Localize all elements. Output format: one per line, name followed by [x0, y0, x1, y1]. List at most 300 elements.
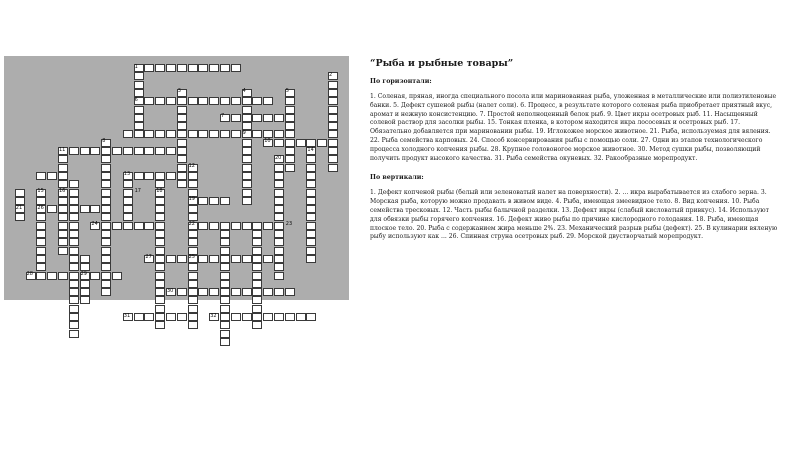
grid-cell[interactable] — [274, 255, 284, 263]
grid-cell[interactable] — [69, 247, 79, 255]
grid-cell[interactable] — [306, 180, 316, 188]
grid-cell[interactable] — [274, 197, 284, 205]
grid-cell[interactable] — [285, 106, 295, 114]
grid-cell[interactable] — [188, 130, 198, 138]
grid-cell[interactable] — [328, 130, 338, 138]
grid-cell[interactable] — [263, 255, 273, 263]
grid-cell[interactable] — [242, 197, 252, 205]
grid-cell[interactable] — [134, 106, 144, 114]
grid-cell[interactable] — [242, 106, 252, 114]
grid-cell[interactable] — [123, 147, 133, 155]
grid-cell[interactable] — [252, 296, 262, 304]
grid-cell[interactable] — [177, 180, 187, 188]
grid-cell[interactable] — [80, 280, 90, 288]
grid-cell[interactable] — [58, 205, 68, 213]
grid-cell[interactable] — [328, 97, 338, 105]
grid-cell[interactable] — [274, 222, 284, 230]
grid-cell[interactable] — [231, 114, 241, 122]
grid-cell[interactable] — [209, 64, 219, 72]
grid-cell[interactable] — [252, 230, 262, 238]
grid-cell[interactable] — [144, 97, 154, 105]
grid-cell[interactable] — [144, 64, 154, 72]
grid-cell[interactable] — [188, 230, 198, 238]
grid-cell[interactable] — [69, 189, 79, 197]
grid-cell[interactable] — [58, 213, 68, 221]
grid-cell[interactable] — [220, 288, 230, 296]
grid-cell[interactable] — [58, 247, 68, 255]
grid-cell[interactable] — [220, 64, 230, 72]
grid-cell[interactable] — [231, 130, 241, 138]
grid-cell[interactable] — [285, 147, 295, 155]
grid-cell[interactable] — [220, 313, 230, 321]
grid-cell[interactable] — [69, 263, 79, 271]
grid-cell[interactable] — [155, 64, 165, 72]
grid-cell[interactable] — [220, 130, 230, 138]
grid-cell[interactable] — [198, 97, 208, 105]
grid-cell[interactable] — [188, 313, 198, 321]
grid-cell[interactable] — [101, 272, 111, 280]
grid-cell[interactable] — [188, 305, 198, 313]
grid-cell[interactable] — [231, 313, 241, 321]
grid-cell[interactable] — [306, 230, 316, 238]
grid-cell[interactable] — [209, 255, 219, 263]
grid-cell[interactable] — [36, 263, 46, 271]
grid-cell[interactable] — [306, 222, 316, 230]
grid-cell[interactable] — [209, 130, 219, 138]
grid-cell[interactable] — [177, 122, 187, 130]
grid-cell[interactable] — [177, 255, 187, 263]
grid-cell[interactable] — [252, 238, 262, 246]
grid-cell[interactable] — [285, 164, 295, 172]
grid-cell[interactable] — [155, 97, 165, 105]
grid-cell[interactable] — [188, 172, 198, 180]
grid-cell[interactable] — [242, 114, 252, 122]
grid-cell[interactable] — [80, 288, 90, 296]
grid-cell[interactable] — [274, 139, 284, 147]
grid-cell[interactable] — [155, 255, 165, 263]
grid-cell[interactable] — [220, 238, 230, 246]
grid-cell[interactable] — [177, 114, 187, 122]
grid-cell[interactable] — [188, 272, 198, 280]
grid-cell[interactable] — [69, 205, 79, 213]
grid-cell[interactable] — [69, 288, 79, 296]
grid-cell[interactable] — [177, 288, 187, 296]
grid-cell[interactable] — [188, 205, 198, 213]
grid-cell[interactable] — [198, 130, 208, 138]
grid-cell[interactable] — [328, 89, 338, 97]
grid-cell[interactable] — [220, 305, 230, 313]
grid-cell[interactable] — [220, 230, 230, 238]
grid-cell[interactable] — [69, 313, 79, 321]
grid-cell[interactable] — [69, 321, 79, 329]
grid-cell[interactable] — [220, 280, 230, 288]
grid-cell[interactable] — [328, 81, 338, 89]
grid-cell[interactable] — [166, 255, 176, 263]
grid-cell[interactable] — [220, 97, 230, 105]
grid-cell[interactable] — [306, 189, 316, 197]
grid-cell[interactable] — [198, 64, 208, 72]
grid-cell[interactable] — [101, 238, 111, 246]
grid-cell[interactable] — [306, 313, 316, 321]
grid-cell[interactable] — [69, 147, 79, 155]
grid-cell[interactable] — [101, 205, 111, 213]
grid-cell[interactable] — [80, 296, 90, 304]
grid-cell[interactable] — [166, 130, 176, 138]
grid-cell[interactable] — [188, 97, 198, 105]
grid-cell[interactable] — [69, 197, 79, 205]
grid-cell[interactable] — [69, 330, 79, 338]
grid-cell[interactable] — [58, 172, 68, 180]
grid-cell[interactable] — [188, 247, 198, 255]
grid-cell[interactable] — [155, 288, 165, 296]
grid-cell[interactable] — [328, 122, 338, 130]
grid-cell[interactable] — [36, 247, 46, 255]
grid-cell[interactable] — [58, 180, 68, 188]
grid-cell[interactable] — [36, 197, 46, 205]
grid-cell[interactable] — [220, 263, 230, 271]
grid-cell[interactable] — [112, 147, 122, 155]
grid-cell[interactable] — [274, 114, 284, 122]
grid-cell[interactable] — [58, 155, 68, 163]
grid-cell[interactable] — [36, 222, 46, 230]
grid-cell[interactable] — [155, 213, 165, 221]
grid-cell[interactable] — [58, 230, 68, 238]
grid-cell[interactable] — [220, 197, 230, 205]
grid-cell[interactable] — [155, 305, 165, 313]
grid-cell[interactable] — [36, 230, 46, 238]
grid-cell[interactable] — [134, 147, 144, 155]
grid-cell[interactable] — [36, 272, 46, 280]
grid-cell[interactable] — [177, 97, 187, 105]
grid-cell[interactable] — [134, 81, 144, 89]
grid-cell[interactable] — [166, 97, 176, 105]
grid-cell[interactable] — [198, 288, 208, 296]
grid-cell[interactable] — [306, 164, 316, 172]
grid-cell[interactable] — [90, 205, 100, 213]
grid-cell[interactable] — [80, 263, 90, 271]
grid-cell[interactable] — [90, 147, 100, 155]
grid-cell[interactable] — [242, 147, 252, 155]
grid-cell[interactable] — [328, 155, 338, 163]
grid-cell[interactable] — [242, 255, 252, 263]
grid-cell[interactable] — [134, 89, 144, 97]
grid-cell[interactable] — [80, 205, 90, 213]
grid-cell[interactable] — [166, 172, 176, 180]
grid-cell[interactable] — [123, 205, 133, 213]
grid-cell[interactable] — [123, 130, 133, 138]
grid-cell[interactable] — [69, 180, 79, 188]
grid-cell[interactable] — [209, 288, 219, 296]
grid-cell[interactable] — [306, 255, 316, 263]
grid-cell[interactable] — [231, 255, 241, 263]
grid-cell[interactable] — [306, 205, 316, 213]
grid-cell[interactable] — [242, 288, 252, 296]
grid-cell[interactable] — [274, 272, 284, 280]
grid-cell[interactable] — [242, 139, 252, 147]
grid-cell[interactable] — [101, 172, 111, 180]
grid-cell[interactable] — [285, 97, 295, 105]
grid-cell[interactable] — [123, 189, 133, 197]
grid-cell[interactable] — [155, 272, 165, 280]
grid-cell[interactable] — [274, 313, 284, 321]
grid-cell[interactable] — [144, 313, 154, 321]
grid-cell[interactable] — [252, 272, 262, 280]
grid-cell[interactable] — [69, 222, 79, 230]
grid-cell[interactable] — [134, 172, 144, 180]
grid-cell[interactable] — [231, 288, 241, 296]
grid-cell[interactable] — [134, 313, 144, 321]
grid-cell[interactable] — [285, 130, 295, 138]
grid-cell[interactable] — [155, 280, 165, 288]
grid-cell[interactable] — [274, 238, 284, 246]
grid-cell[interactable] — [101, 263, 111, 271]
grid-cell[interactable] — [47, 172, 57, 180]
grid-cell[interactable] — [101, 247, 111, 255]
grid-cell[interactable] — [36, 238, 46, 246]
grid-cell[interactable] — [263, 114, 273, 122]
grid-cell[interactable] — [274, 230, 284, 238]
grid-cell[interactable] — [101, 288, 111, 296]
grid-cell[interactable] — [274, 172, 284, 180]
grid-cell[interactable] — [155, 172, 165, 180]
grid-cell[interactable] — [69, 230, 79, 238]
grid-cell[interactable] — [306, 238, 316, 246]
grid-cell[interactable] — [188, 180, 198, 188]
grid-cell[interactable] — [36, 255, 46, 263]
grid-cell[interactable] — [101, 213, 111, 221]
grid-cell[interactable] — [69, 296, 79, 304]
grid-cell[interactable] — [252, 305, 262, 313]
grid-cell[interactable] — [252, 263, 262, 271]
grid-cell[interactable] — [101, 180, 111, 188]
grid-cell[interactable] — [220, 247, 230, 255]
grid-cell[interactable] — [134, 222, 144, 230]
grid-cell[interactable] — [144, 222, 154, 230]
grid-cell[interactable] — [252, 288, 262, 296]
grid-cell[interactable] — [36, 172, 46, 180]
grid-cell[interactable] — [231, 64, 241, 72]
grid-cell[interactable] — [155, 197, 165, 205]
grid-cell[interactable] — [220, 296, 230, 304]
grid-cell[interactable] — [209, 97, 219, 105]
grid-cell[interactable] — [58, 272, 68, 280]
grid-cell[interactable] — [15, 189, 25, 197]
grid-cell[interactable] — [274, 247, 284, 255]
grid-cell[interactable] — [155, 147, 165, 155]
grid-cell[interactable] — [177, 106, 187, 114]
grid-cell[interactable] — [155, 263, 165, 271]
grid-cell[interactable] — [220, 338, 230, 346]
grid-cell[interactable] — [252, 255, 262, 263]
grid-cell[interactable] — [101, 222, 111, 230]
grid-cell[interactable] — [101, 255, 111, 263]
grid-cell[interactable] — [155, 180, 165, 188]
grid-cell[interactable] — [101, 280, 111, 288]
grid-cell[interactable] — [188, 296, 198, 304]
grid-cell[interactable] — [155, 205, 165, 213]
grid-cell[interactable] — [69, 305, 79, 313]
grid-cell[interactable] — [285, 155, 295, 163]
grid-cell[interactable] — [274, 164, 284, 172]
grid-cell[interactable] — [15, 213, 25, 221]
grid-cell[interactable] — [252, 321, 262, 329]
grid-cell[interactable] — [166, 64, 176, 72]
grid-cell[interactable] — [155, 130, 165, 138]
grid-cell[interactable] — [69, 213, 79, 221]
grid-cell[interactable] — [47, 272, 57, 280]
grid-cell[interactable] — [101, 189, 111, 197]
grid-cell[interactable] — [296, 313, 306, 321]
grid-cell[interactable] — [242, 189, 252, 197]
grid-cell[interactable] — [220, 330, 230, 338]
grid-cell[interactable] — [231, 222, 241, 230]
grid-cell[interactable] — [69, 272, 79, 280]
grid-cell[interactable] — [198, 255, 208, 263]
grid-cell[interactable] — [252, 280, 262, 288]
grid-cell[interactable] — [69, 255, 79, 263]
grid-cell[interactable] — [101, 164, 111, 172]
grid-cell[interactable] — [69, 280, 79, 288]
grid-cell[interactable] — [177, 172, 187, 180]
grid-cell[interactable] — [177, 147, 187, 155]
grid-cell[interactable] — [306, 139, 316, 147]
grid-cell[interactable] — [306, 213, 316, 221]
grid-cell[interactable] — [252, 313, 262, 321]
grid-cell[interactable] — [58, 164, 68, 172]
grid-cell[interactable] — [220, 222, 230, 230]
grid-cell[interactable] — [58, 238, 68, 246]
grid-cell[interactable] — [123, 180, 133, 188]
grid-cell[interactable] — [112, 272, 122, 280]
grid-cell[interactable] — [134, 72, 144, 80]
grid-cell[interactable] — [177, 155, 187, 163]
grid-cell[interactable] — [252, 247, 262, 255]
grid-cell[interactable] — [242, 180, 252, 188]
grid-cell[interactable] — [328, 164, 338, 172]
grid-cell[interactable] — [144, 130, 154, 138]
grid-cell[interactable] — [285, 313, 295, 321]
grid-cell[interactable] — [134, 114, 144, 122]
grid-cell[interactable] — [252, 97, 262, 105]
grid-cell[interactable] — [90, 272, 100, 280]
grid-cell[interactable] — [209, 197, 219, 205]
grid-cell[interactable] — [188, 213, 198, 221]
grid-cell[interactable] — [15, 197, 25, 205]
grid-cell[interactable] — [112, 222, 122, 230]
grid-cell[interactable] — [274, 189, 284, 197]
grid-cell[interactable] — [220, 255, 230, 263]
grid-cell[interactable] — [263, 97, 273, 105]
grid-cell[interactable] — [274, 288, 284, 296]
grid-cell[interactable] — [188, 280, 198, 288]
grid-cell[interactable] — [80, 255, 90, 263]
grid-cell[interactable] — [263, 313, 273, 321]
grid-cell[interactable] — [155, 230, 165, 238]
grid-cell[interactable] — [101, 197, 111, 205]
grid-cell[interactable] — [252, 222, 262, 230]
grid-cell[interactable] — [177, 130, 187, 138]
grid-cell[interactable] — [274, 180, 284, 188]
grid-cell[interactable] — [306, 155, 316, 163]
grid-cell[interactable] — [285, 139, 295, 147]
grid-cell[interactable] — [177, 164, 187, 172]
grid-cell[interactable] — [188, 238, 198, 246]
grid-cell[interactable] — [155, 313, 165, 321]
grid-cell[interactable] — [263, 222, 273, 230]
grid-cell[interactable] — [177, 313, 187, 321]
grid-cell[interactable] — [242, 122, 252, 130]
grid-cell[interactable] — [166, 313, 176, 321]
grid-cell[interactable] — [263, 130, 273, 138]
grid-cell[interactable] — [274, 205, 284, 213]
grid-cell[interactable] — [123, 197, 133, 205]
grid-cell[interactable] — [231, 97, 241, 105]
grid-cell[interactable] — [306, 197, 316, 205]
grid-cell[interactable] — [123, 222, 133, 230]
grid-cell[interactable] — [155, 296, 165, 304]
grid-cell[interactable] — [188, 189, 198, 197]
grid-cell[interactable] — [252, 130, 262, 138]
grid-cell[interactable] — [134, 130, 144, 138]
grid-cell[interactable] — [101, 230, 111, 238]
grid-cell[interactable] — [285, 122, 295, 130]
grid-cell[interactable] — [134, 122, 144, 130]
grid-cell[interactable] — [144, 172, 154, 180]
grid-cell[interactable] — [274, 263, 284, 271]
grid-cell[interactable] — [220, 272, 230, 280]
grid-cell[interactable] — [166, 147, 176, 155]
grid-cell[interactable] — [242, 155, 252, 163]
grid-cell[interactable] — [317, 139, 327, 147]
grid-cell[interactable] — [188, 321, 198, 329]
grid-cell[interactable] — [242, 164, 252, 172]
grid-cell[interactable] — [252, 114, 262, 122]
grid-cell[interactable] — [242, 97, 252, 105]
grid-cell[interactable] — [101, 147, 111, 155]
grid-cell[interactable] — [58, 222, 68, 230]
grid-cell[interactable] — [101, 155, 111, 163]
grid-cell[interactable] — [144, 147, 154, 155]
grid-cell[interactable] — [306, 247, 316, 255]
grid-cell[interactable] — [155, 321, 165, 329]
grid-cell[interactable] — [220, 321, 230, 329]
grid-cell[interactable] — [188, 64, 198, 72]
grid-cell[interactable] — [198, 222, 208, 230]
grid-cell[interactable] — [188, 263, 198, 271]
grid-cell[interactable] — [328, 139, 338, 147]
grid-cell[interactable] — [198, 197, 208, 205]
grid-cell[interactable] — [274, 130, 284, 138]
grid-cell[interactable] — [306, 172, 316, 180]
grid-cell[interactable] — [285, 288, 295, 296]
grid-cell[interactable] — [285, 114, 295, 122]
grid-cell[interactable] — [242, 313, 252, 321]
grid-cell[interactable] — [47, 205, 57, 213]
grid-cell[interactable] — [155, 238, 165, 246]
grid-cell[interactable] — [242, 222, 252, 230]
grid-cell[interactable] — [58, 197, 68, 205]
grid-cell[interactable] — [188, 288, 198, 296]
grid-cell[interactable] — [80, 147, 90, 155]
grid-cell[interactable] — [155, 222, 165, 230]
grid-cell[interactable] — [328, 106, 338, 114]
grid-cell[interactable] — [209, 222, 219, 230]
grid-cell[interactable] — [296, 139, 306, 147]
grid-cell[interactable] — [328, 147, 338, 155]
grid-cell[interactable] — [177, 139, 187, 147]
grid-cell[interactable] — [177, 64, 187, 72]
grid-cell[interactable] — [274, 213, 284, 221]
